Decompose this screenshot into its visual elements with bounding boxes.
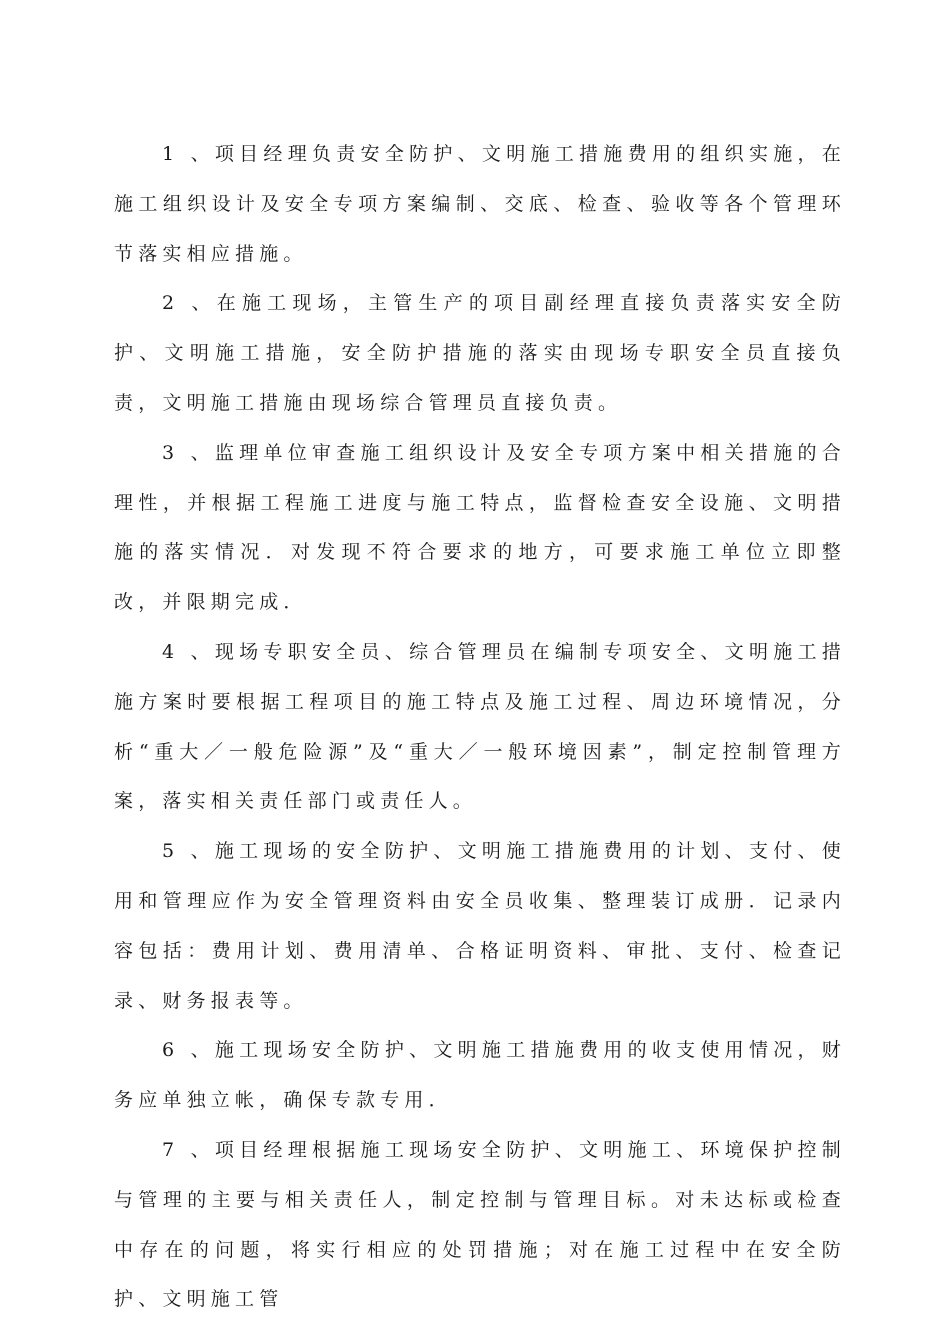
paragraph-6: 6 、施工现场安全防护、文明施工措施费用的收支使用情况，财务应单独立帐，确保专款专用． [114,1039,846,1112]
paragraph-5: 5 、施工现场的安全防护、文明施工措施费用的计划、支付、使用和管理应作为安全管理资料由安全员收集、整理装订成册．记录内容包括：费用计划、费用清单、合格证明资料、审批、支付、检查记录、财务报表等。 [114,840,846,1012]
paragraph-2: 2 、在施工现场，主管生产的项目副经理直接负责落实安全防护、文明施工措施，安全防护措施的落实由现场专职安全员直接负责，文明施工措施由现场综合管理员直接负责。 [114,292,846,414]
document-body [114,130,846,1325]
paragraph-7: 7 、项目经理根据施工现场安全防护、文明施工、环境保护控制与管理的主要与相关责任人，制定控制与管理目标。对未达标或检查中存在的问题，将实行相应的处罚措施；对在施工过程中在安全防护、文明施工管 [114,1138,846,1311]
paragraph-3: 3 、监理单位审查施工组织设计及安全专项方案中相关措施的合理性，并根据工程施工进度与施工特点，监督检查安全设施、文明措施的落实情况．对发现不符合要求的地方，可要求施工单位立即整改，并限期完成． [114,441,846,614]
paragraph-4: 4 、现场专职安全员、综合管理员在编制专项安全、文明施工措施方案时要根据工程项目的施工特点及施工过程、周边环境情况，分析“重大／一般危险源”及“重大／一般环境因素”，制定控制管理方案，落实相关责任部门或责任人。 [114,640,846,813]
paragraph-1: 1 、项目经理负责安全防护、文明施工措施费用的组织实施，在施工组织设计及安全专项方案编制、交底、检查、验收等各个管理环节落实相应措施。 [114,143,846,265]
